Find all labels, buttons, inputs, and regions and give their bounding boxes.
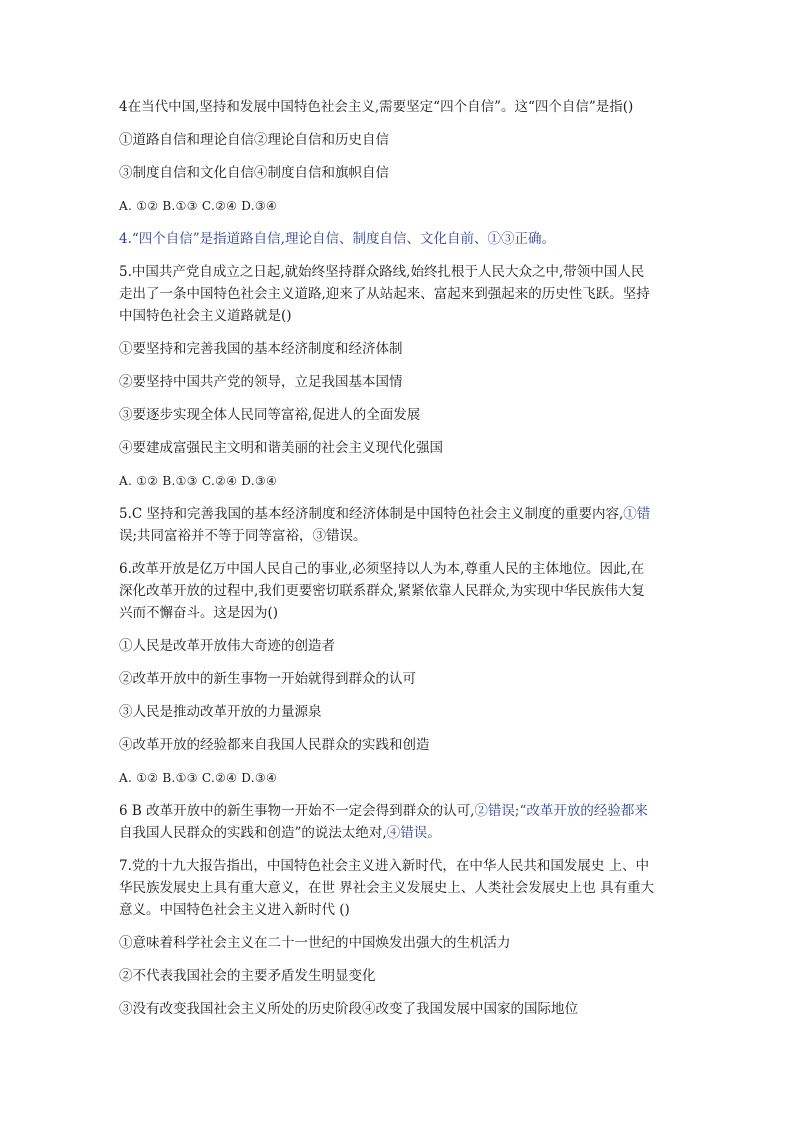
- q5-stem-line-1: 5.中国共产党自成立之日起,就始终坚持群众路线,始终扎根于人民大众之中,带领中国人民: [119, 264, 645, 280]
- q7-stem-line-2: 华民族发展史上具有重大意义，在世 界社会主义发展史上、人类社会发展史上也 具有重大: [119, 880, 655, 896]
- q7-option-3: ③没有改变我国社会主义所处的历史阶段④改变了我国发展中国家的国际地位: [119, 1001, 578, 1017]
- q6-answer-text-a: 6 B 改革开放中的新生事物一开始不一定会得到群众的认可,: [119, 803, 475, 819]
- q6-answer-text-b: ②错误;“改革开放的经验都来: [474, 803, 648, 819]
- q6-option-1: ①人民是改革开放伟大奇迹的创造者: [119, 638, 335, 654]
- q5-choices: A. ①② B.①③ C.②④ D.③④: [119, 474, 278, 488]
- q5-option-3: ③要逐步实现全体人民同等富裕,促进人的全面发展: [119, 407, 421, 423]
- q7-option-2: ②不代表我国社会的主要矛盾发生明显变化: [119, 968, 376, 984]
- q5-stem-line-3: 中国特色社会主义道路就是(): [119, 308, 292, 324]
- q7-stem-line-3: 意义。中国特色社会主义进入新时代 (): [119, 902, 350, 918]
- q7-stem-line-1: 7.党的十九大报告指出，中国特色社会主义进入新时代，在中华人民共和国发展史 上、中: [119, 858, 650, 874]
- q4-answer: [119, 228, 679, 250]
- q4-option-line-2: ③制度自信和文化自信④制度自信和旗帜自信: [119, 165, 389, 181]
- q5-option-4: ④要建成富强民主文明和谐美丽的社会主义现代化强国: [119, 440, 443, 456]
- q4-answer-text: 4.“四个自信”是指道路自信,理论自信、制度自信、文化自前、①③正确。: [119, 231, 555, 247]
- q4-choices: A. ①② B.①③ C.②④ D.③④: [119, 199, 278, 213]
- q5-stem-line-2: 走出了一条中国特色社会主义道路,迎来了从站起来、富起来到强起来的历史性飞跃。坚持: [119, 286, 650, 302]
- q4-stem: 4在当代中国,坚持和发展中国特色社会主义,需要坚定“四个自信”。这“四个自信”是指(): [119, 99, 634, 115]
- q6-option-2: ②改革开放中的新生事物一开始就得到群众的认可: [119, 671, 416, 687]
- q6-answer-text-d: ④错误。: [386, 825, 441, 841]
- q6-stem-line-2: 深化改革开放的过程中,我们更要密切联系群众,紧紧依靠人民群众,为实现中华民族伟大复: [119, 583, 645, 599]
- document-page: [119, 96, 679, 1020]
- q6-answer-text-c: 自我国人民群众的实践和创造”的说法太绝对,: [119, 825, 387, 841]
- q5-option-2: ②要坚持中国共产党的领导，立足我国基本国情: [119, 374, 403, 390]
- q6-answer-line-1: [119, 800, 679, 822]
- q6-option-3: ③人民是推动改革开放的力量源泉: [119, 704, 322, 720]
- q5-answer-line-1: [119, 503, 679, 525]
- q6-option-4: ④改革开放的经验都来自我国人民群众的实践和创造: [119, 737, 430, 753]
- q5-answer-text-b: ①错: [623, 506, 651, 522]
- q4-option-line-1: ①道路自信和理论自信②理论自信和历史自信: [119, 132, 389, 148]
- q5-answer-line-2: 误;共同富裕并不等于同等富裕，③错误。: [119, 528, 367, 544]
- q6-stem-line-3: 兴而不懈奋斗。这是因为(): [119, 605, 279, 621]
- q5-answer-text-a: 5.C 坚持和完善我国的基本经济制度和经济体制是中国特色社会主义制度的重要内容,: [119, 506, 624, 522]
- q6-choices: A. ①② B.①③ C.②④ D.③④: [119, 771, 278, 785]
- q5-option-1: ①要坚持和完善我国的基本经济制度和经济体制: [119, 341, 403, 357]
- q6-stem-line-1: 6.改革开放是亿万中国人民自己的事业,必须坚持以人为本,尊重人民的主体地位。因此,在: [119, 561, 645, 577]
- q6-answer-line-2: [119, 822, 679, 844]
- q7-option-1: ①意味着科学社会主义在二十一世纪的中国焕发出强大的生机活力: [119, 935, 511, 951]
